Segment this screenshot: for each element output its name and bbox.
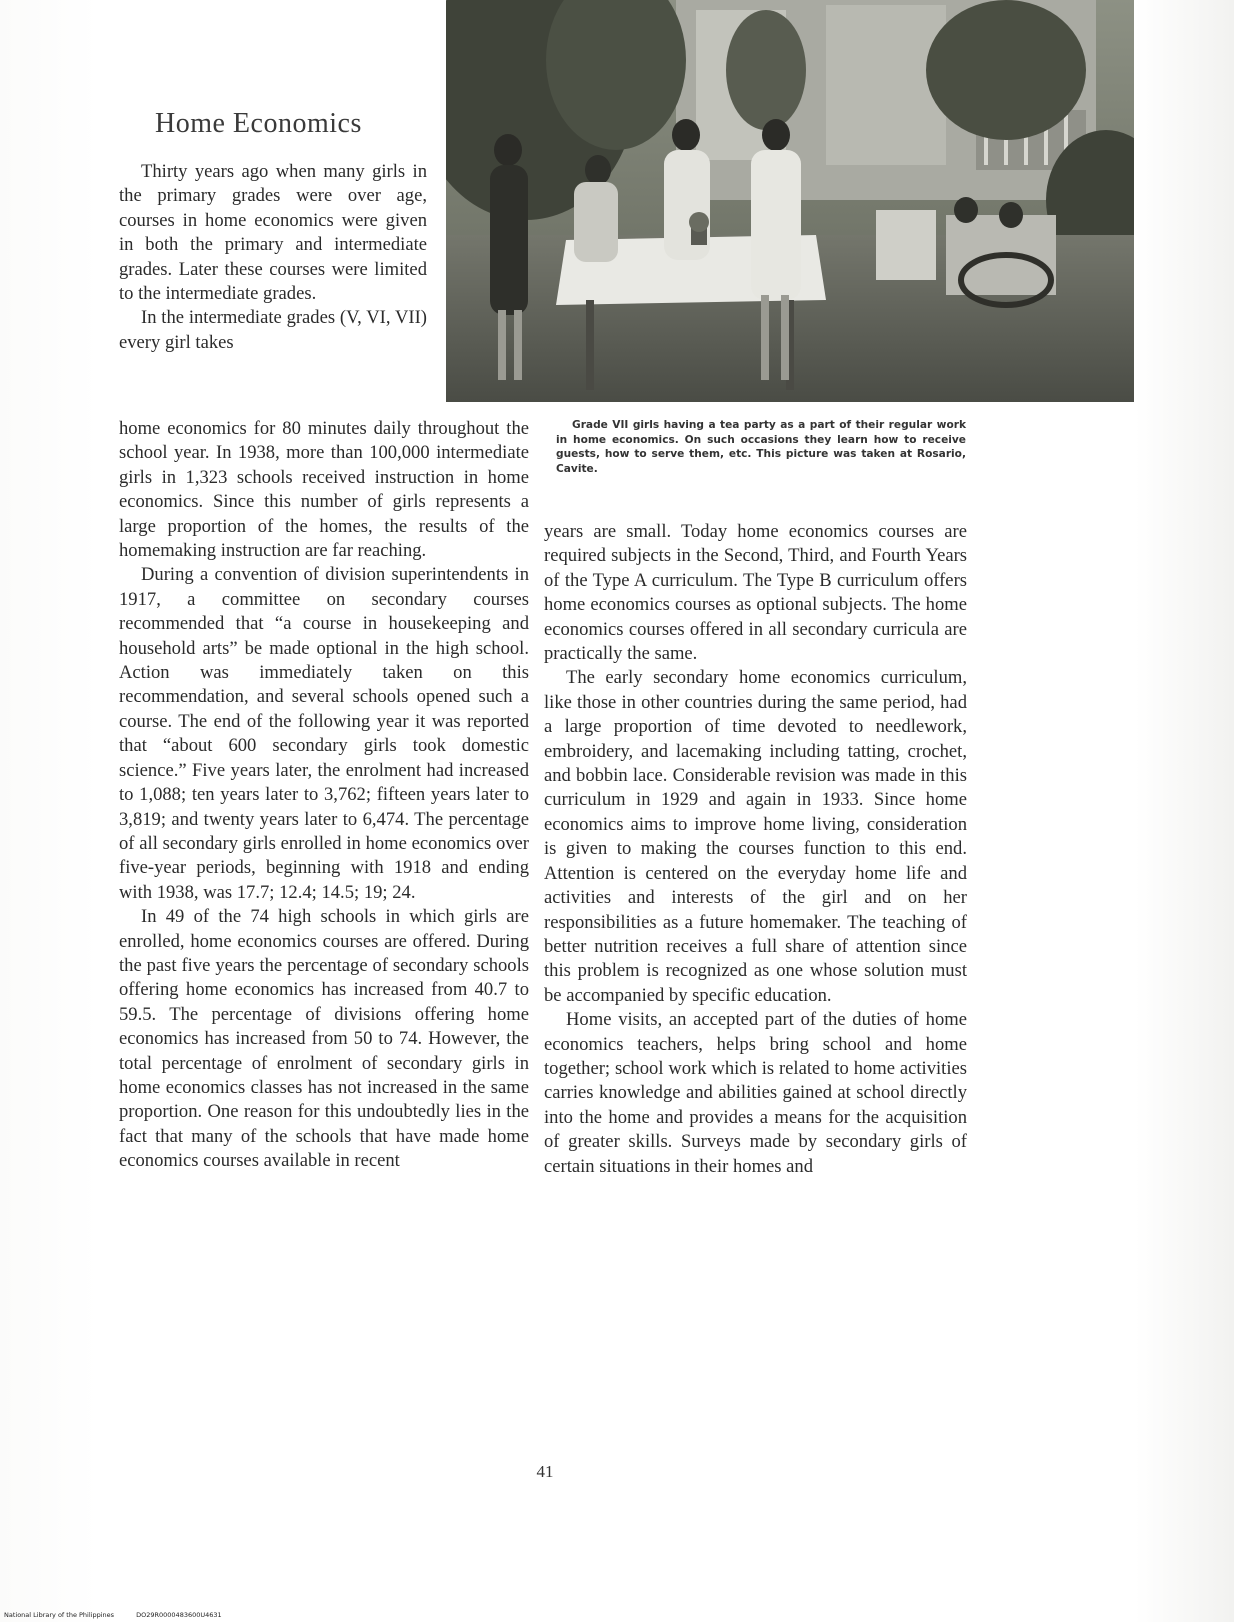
paragraph: In 49 of the 74 high schools in which girls are enrolled, home economics courses are offered. During the past five years the percentage of secondary schools offering home economics has increased from 40.7 to 59.5. The percentage of divisions offering home economics has increased from 50 to 74. However, the total percentage of enrolment of secondary girls in home economics classes has not increased in the same proportion. One reason for this undoubtedly lies in the fact that many of the schools that have made home economics courses available in recent [119, 906, 529, 1172]
archive-footer [4, 1611, 242, 1619]
paragraph: years are small. Today home economics courses are required subjects in the Second, Third, and Fourth Years of the Type A curriculum. The Type B curriculum offers home economics courses as optional subjects. The home economics courses offered in all secondary curricula are practically the same. [544, 521, 967, 665]
paragraph: Thirty years ago when many girls in the primary grades were over age, courses in home economics were given in both the primary and intermediate grades. Later these courses were limited to the intermediate grades. [119, 161, 427, 305]
right-column [544, 520, 967, 1179]
photo-caption: Grade VII girls having a tea party as a part of their regular work in home economics. On such occasions they learn how to receive guests, how to serve them, etc. This picture was taken at Rosario, Cavite. [556, 419, 966, 475]
section-heading: Home Economics [155, 108, 362, 139]
page-number: 41 [536, 1462, 554, 1481]
left-column [119, 417, 529, 1174]
record-id: DO29R0000483600U4631 [136, 1611, 222, 1619]
library-name: National Library of the Philippines [4, 1611, 115, 1619]
intro-text [119, 160, 427, 355]
paragraph: The early secondary home economics curriculum, like those in other countries during the same period, had a large proportion of time devoted to needlework, embroidery, and lacemaking including tatting, crochet, and bobbin lace. Considerable revision was made in this curriculum in 1929 and again in 1933. Since home economics aims to improve home living, consideration is given to making the courses function to this end. Attention is centered on the everyday home life and activities and interests of the girl and on her responsibilities as a future homemaker. The teaching of better nutrition receives a full share of attention since this problem is recognized as one whose solution must be accompanied by specific education. [544, 667, 967, 1006]
tea-party-photo [446, 0, 1134, 402]
paragraph: In the intermediate grades (V, VI, VII) every girl takes [119, 307, 427, 353]
paragraph: Home visits, an accepted part of the duties of home economics teachers, helps bring school and home together; school work which is related to home activities carries knowledge and abilities gained at school directly into the home and provides a means for the acquisition of greater skills. Surveys made by secondary girls of certain situations in their homes and [544, 1009, 967, 1177]
paragraph: During a convention of division superintendents in 1917, a committee on secondary courses recommended that “a course in housekeeping and household arts” be made optional in the high school. Action was immediately taken on this recommendation, and several schools opened such a course. The end of the following year it was reported that “about 600 secondary girls took domestic science.” Five years later, the enrolment had increased to 1,088; ten years later to 3,762; fifteen years later to 3,819; and twenty years later to 6,474. The percentage of all secondary girls enrolled in home economics over five-year periods, beginning with 1918 and ending with 1938, was 17.7; 12.4; 14.5; 19; 24. [119, 564, 529, 903]
paragraph: home economics for 80 minutes daily throughout the school year. In 1938, more than 100,000 intermediate girls in 1,323 schools received instruction in home economics. Since this number of girls represents a large proportion of the homes, the results of the homemaking instruction are far reaching. [119, 418, 529, 562]
